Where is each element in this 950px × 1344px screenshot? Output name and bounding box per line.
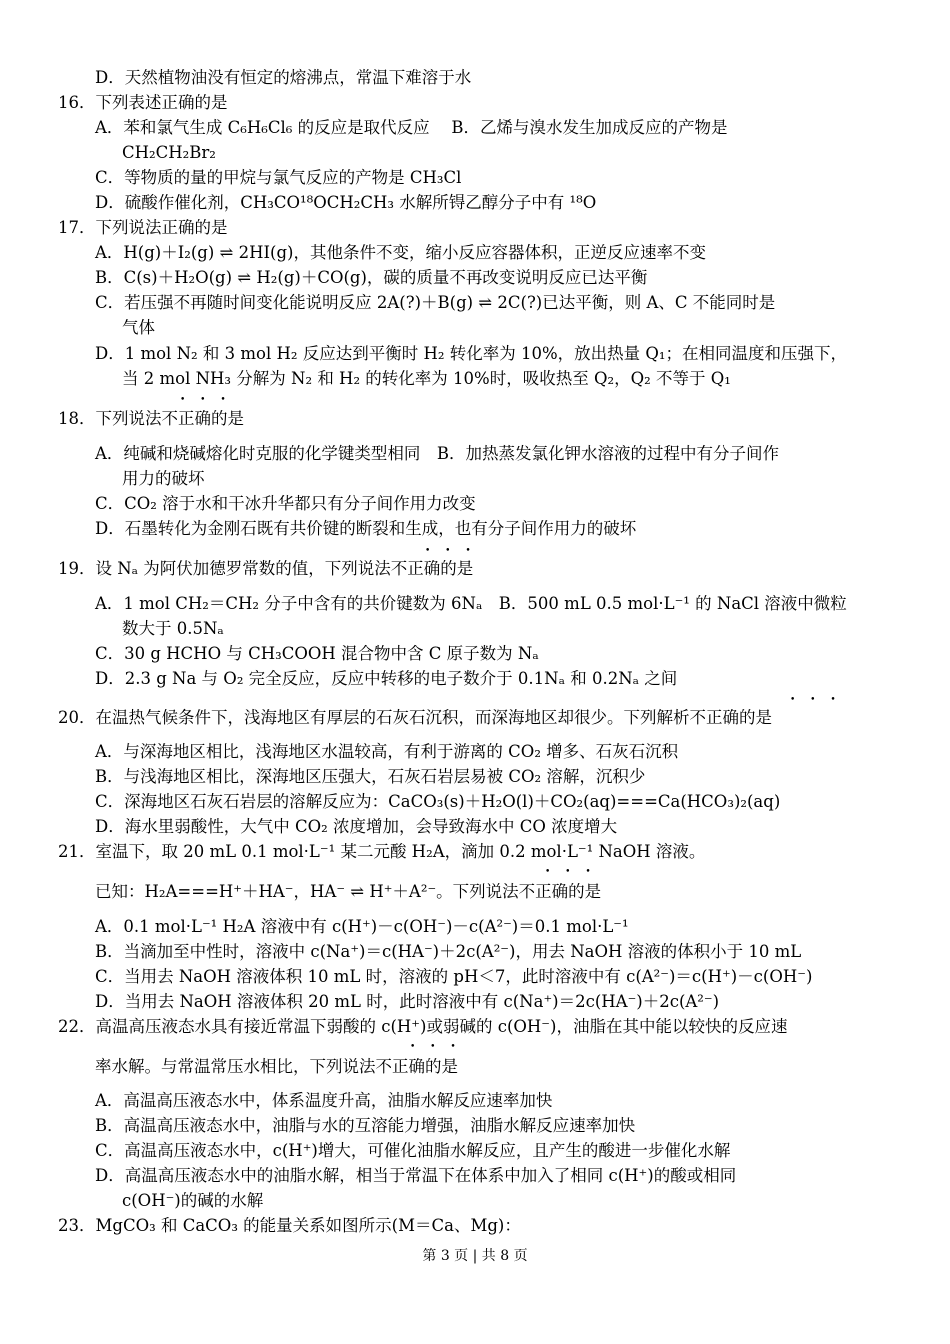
- q22-stem-cont: 率水解。与常温常压水相比，下列说法不正确的是: [95, 1057, 458, 1076]
- q17-stem: 17．下列说法正确的是: [58, 218, 228, 237]
- q16-option-c: C．等物质的量的甲烷与氯气反应的产物是 CH₃Cl: [95, 168, 462, 187]
- q17-option-d-cont: 当 2 mol NH₃ 分解为 N₂ 和 H₂ 的转化率为 10%时，吸收热至 Q₂，Q₂ 不等于 Q₁: [122, 369, 731, 388]
- q16-option-ab: A．苯和氯气生成 C₆H₆Cl₆ 的反应是取代反应 B．乙烯与溴水发生加成反应的产物是: [95, 118, 728, 137]
- page-footer: 第 3 页 | 共 8 页: [422, 1248, 528, 1264]
- q17-option-a: A．H(g)＋I₂(g) ⇌ 2HI(g)，其他条件不变，缩小反应容器体积，正逆反应速率不变: [95, 243, 706, 262]
- q16-option-b-cont: CH₂CH₂Br₂: [122, 143, 216, 162]
- q17-option-b: B．C(s)＋H₂O(g) ⇌ H₂(g)＋CO(g)，碳的质量不再改变说明反应已达平衡: [95, 268, 648, 287]
- q22-option-b: B．高温高压液态水中，油脂与水的互溶能力增强，油脂水解反应速率加快: [95, 1116, 636, 1135]
- q20-option-a: A．与深海地区相比，浅海地区水温较高，有利于游离的 CO₂ 增多、石灰石沉积: [95, 742, 679, 761]
- q21-option-c: C．当用去 NaOH 溶液体积 10 mL 时，溶液的 pH＜7，此时溶液中有 c(A²⁻)＝c(H⁺)－c(OH⁻): [95, 967, 813, 986]
- q19-option-d: D．2.3 g Na 与 O₂ 完全反应，反应中转移的电子数介于 0.1Nₐ 和 0.2Nₐ 之间: [95, 669, 678, 688]
- q18-option-c: C．CO₂ 溶于水和干冰升华都只有分子间作用力改变: [95, 494, 476, 513]
- q17-option-c-cont: 气体: [122, 318, 155, 337]
- q18-stem: 18．下列说法不正确的是: [58, 409, 244, 428]
- q21-given: 已知：H₂A===H⁺＋HA⁻，HA⁻ ⇌ H⁺＋A²⁻。下列说法不正确的是: [95, 882, 602, 901]
- q21-option-b: B．当滴加至中性时，溶液中 c(Na⁺)＝c(HA⁻)＋2c(A²⁻)，用去 NaOH 溶液的体积小于 10 mL: [95, 942, 802, 961]
- q22-option-d-cont: c(OH⁻)的碱的水解: [122, 1191, 264, 1210]
- q22-option-a: A．高温高压液态水中，体系温度升高，油脂水解反应速率加快: [95, 1091, 553, 1110]
- q19-option-ab: A．1 mol CH₂＝CH₂ 分子中含有的共价键数为 6Nₐ B．500 mL 0.5 mol·L⁻¹ 的 NaCl 溶液中微粒: [95, 594, 847, 613]
- q21-option-d: D．当用去 NaOH 溶液体积 20 mL 时，此时溶液中有 c(Na⁺)＝2c(HA⁻)＋2c(A²⁻): [95, 992, 720, 1011]
- q16-stem: 16．下列表述正确的是: [58, 93, 228, 112]
- q22-stem: 22．高温高压液态水具有接近常温下弱酸的 c(H⁺)或弱碱的 c(OH⁻)，油脂在其中能以较快的反应速: [58, 1017, 788, 1036]
- q16-option-d: D．硫酸作催化剂，CH₃CO¹⁸OCH₂CH₃ 水解所锝乙醇分子中有 ¹⁸O: [95, 193, 597, 212]
- q22-option-d: D．高温高压液态水中的油脂水解，相当于常温下在体系中加入了相同 c(H⁺)的酸或相同: [95, 1166, 737, 1185]
- q20-stem: 20．在温热气候条件下，浅海地区有厚层的石灰石沉积，而深海地区却很少。下列解析不正确的是: [58, 708, 772, 727]
- emphasis-dots: [790, 705, 850, 709]
- q18-option-d: D．石墨转化为金刚石既有共价键的断裂和生成，也有分子间作用力的破坏: [95, 519, 637, 538]
- q22-option-c: C．高温高压液态水中，c(H⁺)增大，可催化油脂水解反应，且产生的酸进一步催化水解: [95, 1141, 731, 1160]
- q21-stem: 21．室温下，取 20 mL 0.1 mol·L⁻¹ 某二元酸 H₂A，滴加 0.2 mol·L⁻¹ NaOH 溶液。: [58, 842, 706, 861]
- q20-option-c: C．深海地区石灰石岩层的溶解反应为：CaCO₃(s)＋H₂O(l)＋CO₂(aq)===Ca(HCO₃)₂(aq): [95, 792, 781, 811]
- q20-option-d: D．海水里弱酸性，大气中 CO₂ 浓度增加，会导致海水中 CO 浓度增大: [95, 817, 618, 836]
- q19-stem: 19．设 Nₐ 为阿伏加德罗常数的值，下列说法不正确的是: [58, 559, 474, 578]
- q17-option-d: D．1 mol N₂ 和 3 mol H₂ 反应达到平衡时 H₂ 转化率为 10%，放出热量 Q₁；在相同温度和压强下，: [95, 344, 848, 363]
- q18-option-ab: A．纯碱和烧碱熔化时克服的化学键类型相同 B．加热蒸发氯化钾水溶液的过程中有分子间作: [95, 444, 780, 463]
- q20-option-b: B．与浅海地区相比，深海地区压强大，石灰石岩层易被 CO₂ 溶解，沉积少: [95, 767, 646, 786]
- q23-stem: 23．MgCO₃ 和 CaCO₃ 的能量关系如图所示(M＝Ca、Mg)：: [58, 1216, 521, 1235]
- q18-option-b-cont: 用力的破坏: [122, 469, 205, 488]
- q19-option-b-cont: 数大于 0.5Nₐ: [122, 619, 224, 638]
- q21-option-a: A．0.1 mol·L⁻¹ H₂A 溶液中有 c(H⁺)－c(OH⁻)－c(A²⁻)＝0.1 mol·L⁻¹: [95, 917, 629, 936]
- q15-option-d: D．天然植物油没有恒定的熔沸点，常温下难溶于水: [95, 68, 472, 87]
- q17-option-c: C．若压强不再随时间变化能说明反应 2A(?)＋B(g) ⇌ 2C(?)已达平衡，则 A、C 不能同时是: [95, 293, 776, 312]
- q19-option-c: C．30 g HCHO 与 CH₃COOH 混合物中含 C 原子数为 Nₐ: [95, 644, 539, 663]
